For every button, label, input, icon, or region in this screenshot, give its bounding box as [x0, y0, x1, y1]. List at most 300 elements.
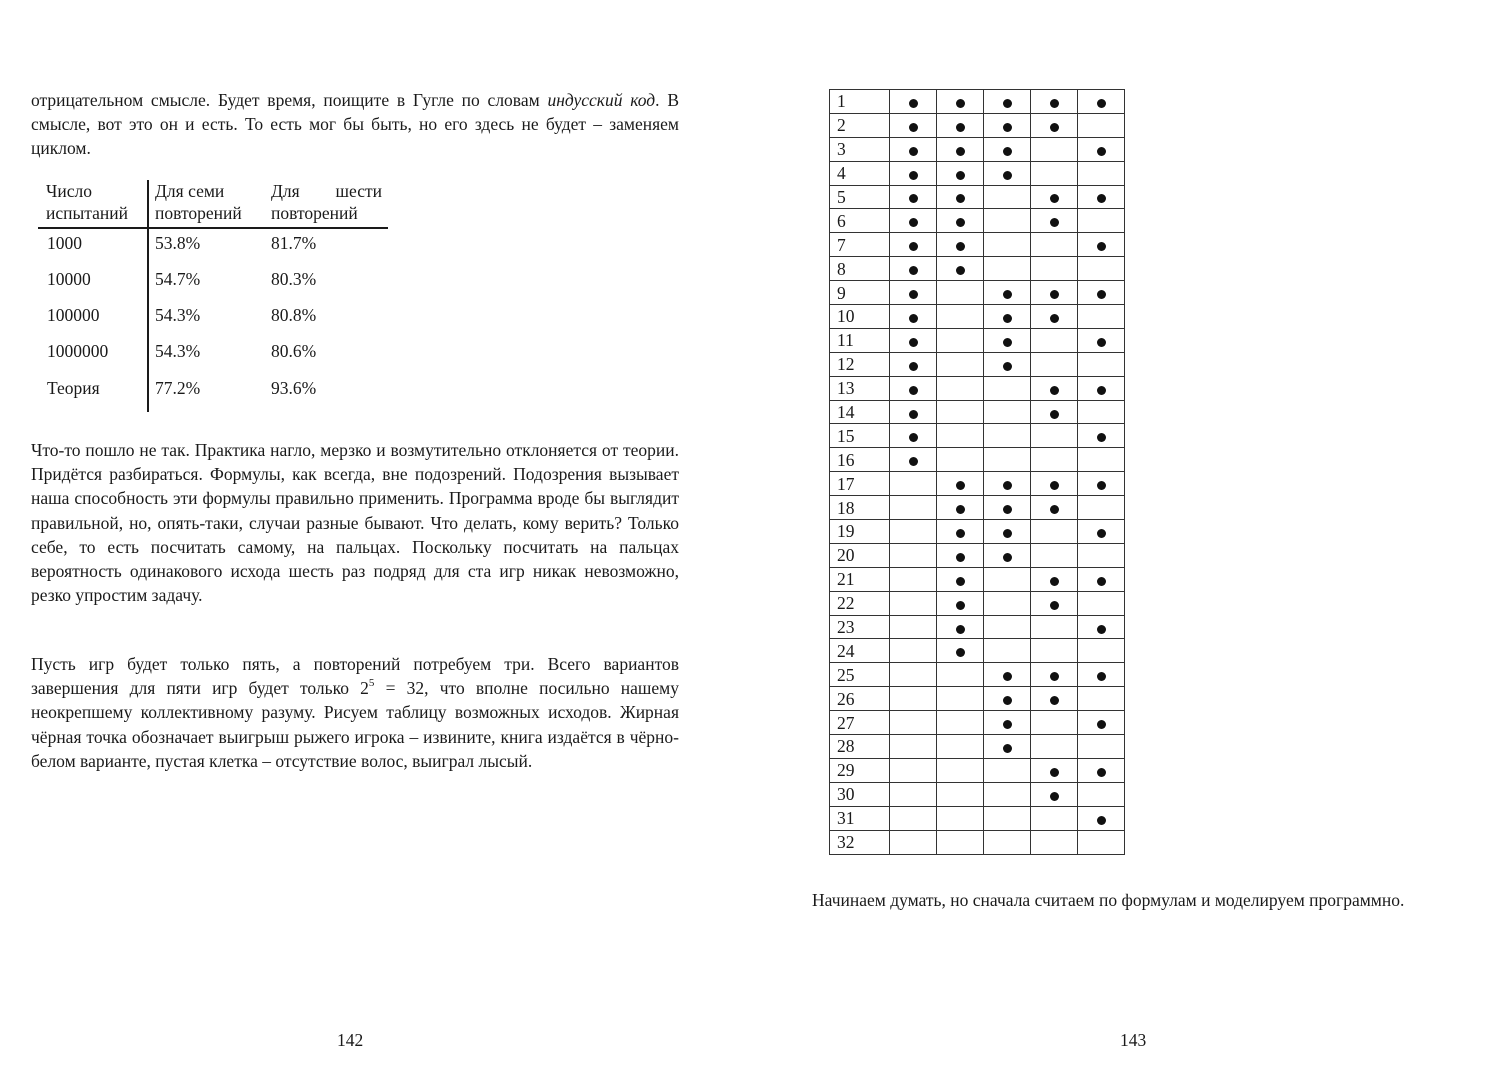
outcome-row — [830, 161, 1125, 185]
outcome-number: 19 — [830, 520, 890, 544]
empty-cell — [984, 376, 1031, 400]
empty-cell — [890, 567, 937, 591]
results-header-trials — [46, 180, 128, 224]
header-line: Для семи — [155, 181, 225, 201]
dot-icon — [909, 123, 918, 132]
seven-repeats-cell: 54.3% — [155, 341, 201, 361]
outcome-number: 24 — [830, 639, 890, 663]
empty-cell — [937, 281, 984, 305]
win-cell — [890, 185, 937, 209]
empty-cell — [984, 830, 1031, 854]
win-cell — [984, 735, 1031, 759]
italic-term: индусский код — [547, 90, 656, 110]
win-cell — [937, 639, 984, 663]
dot-icon — [1097, 194, 1106, 203]
paragraph-text: . В смысле, вот это он и есть. То есть мог бы быть, но его здесь не будет – заменяем циклом. — [31, 90, 679, 159]
outcome-row — [830, 543, 1125, 567]
dot-icon — [1050, 768, 1059, 777]
win-cell — [937, 543, 984, 567]
win-cell — [984, 352, 1031, 376]
win-cell — [1078, 615, 1125, 639]
dot-icon — [1003, 720, 1012, 729]
dot-icon — [1097, 99, 1106, 108]
six-repeats-cell: 80.6% — [271, 341, 317, 361]
outcome-row — [830, 424, 1125, 448]
dot-icon — [1097, 481, 1106, 490]
seven-repeats-cell: 54.7% — [155, 269, 201, 289]
win-cell — [937, 567, 984, 591]
outcome-row — [830, 615, 1125, 639]
win-cell — [984, 161, 1031, 185]
win-cell — [890, 424, 937, 448]
win-cell — [890, 352, 937, 376]
caption-paragraph: Начинаем думать, но сначала считаем по формулам и моделируем программно. — [812, 890, 1405, 910]
page-number-right: 143 — [1120, 1030, 1147, 1050]
empty-cell — [937, 352, 984, 376]
empty-cell — [984, 567, 1031, 591]
outcome-row — [830, 257, 1125, 281]
outcome-number: 13 — [830, 376, 890, 400]
outcome-number: 11 — [830, 328, 890, 352]
outcome-number: 26 — [830, 687, 890, 711]
dot-icon — [956, 194, 965, 203]
dot-icon — [909, 457, 918, 466]
dot-icon — [1003, 147, 1012, 156]
empty-cell — [937, 711, 984, 735]
dot-icon — [1003, 314, 1012, 323]
dot-icon — [909, 194, 918, 203]
empty-cell — [1031, 639, 1078, 663]
outcome-number: 21 — [830, 567, 890, 591]
empty-cell — [984, 257, 1031, 281]
win-cell — [984, 663, 1031, 687]
empty-cell — [984, 615, 1031, 639]
win-cell — [1031, 663, 1078, 687]
win-cell — [890, 328, 937, 352]
empty-cell — [890, 711, 937, 735]
win-cell — [890, 209, 937, 233]
empty-cell — [890, 758, 937, 782]
empty-cell — [984, 758, 1031, 782]
outcome-number: 27 — [830, 711, 890, 735]
win-cell — [1031, 687, 1078, 711]
dot-icon — [909, 290, 918, 299]
outcome-row — [830, 137, 1125, 161]
outcome-row — [830, 687, 1125, 711]
six-repeats-cell: 80.8% — [271, 305, 317, 325]
empty-cell — [1078, 113, 1125, 137]
dot-icon — [1003, 744, 1012, 753]
win-cell — [937, 185, 984, 209]
outcome-row — [830, 567, 1125, 591]
win-cell — [1078, 711, 1125, 735]
outcome-number: 23 — [830, 615, 890, 639]
dot-icon — [1097, 720, 1106, 729]
outcome-number: 17 — [830, 472, 890, 496]
empty-cell — [1078, 161, 1125, 185]
win-cell — [1078, 758, 1125, 782]
page-number-left: 142 — [337, 1030, 364, 1050]
dot-icon — [1097, 625, 1106, 634]
outcome-number: 22 — [830, 591, 890, 615]
results-header-six — [271, 180, 382, 224]
empty-cell — [937, 400, 984, 424]
header-line: Число — [46, 181, 92, 201]
empty-cell — [1031, 137, 1078, 161]
dot-icon — [1097, 338, 1106, 347]
empty-cell — [890, 806, 937, 830]
empty-cell — [890, 663, 937, 687]
empty-cell — [937, 424, 984, 448]
win-cell — [984, 543, 1031, 567]
table-vertical-rule — [147, 180, 149, 412]
win-cell — [937, 161, 984, 185]
paragraph-intro — [31, 88, 679, 161]
win-cell — [984, 281, 1031, 305]
outcome-row — [830, 711, 1125, 735]
dot-icon — [909, 171, 918, 180]
win-cell — [984, 711, 1031, 735]
dot-icon — [1097, 768, 1106, 777]
dot-icon — [1050, 601, 1059, 610]
dot-icon — [1003, 123, 1012, 132]
win-cell — [1031, 209, 1078, 233]
dot-icon — [1097, 672, 1106, 681]
dot-icon — [1050, 792, 1059, 801]
empty-cell — [890, 735, 937, 759]
win-cell — [937, 520, 984, 544]
paragraph-analysis: Что-то пошло не так. Практика нагло, мерзко и возмутительно отклоняется от теории. Придётся разбираться. Формулы, как всегда, вне подозрений. Подозрения вызывает наша способность эти формулы правильно применить. Программа вроде бы выглядит правильной, но, опять-таки, случаи разные бывают. Что делать, кому верить? Только себе, то есть посчитать самому, на пальцах. Поскольку посчитать на пальцах вероятность одинакового исхода шесть раз подряд для ста игр никак невозможно, резко упростим задачу. — [31, 440, 679, 606]
win-cell — [1078, 90, 1125, 114]
dot-icon — [1050, 314, 1059, 323]
empty-cell — [984, 209, 1031, 233]
outcome-number: 28 — [830, 735, 890, 759]
empty-cell — [1078, 639, 1125, 663]
empty-cell — [1078, 543, 1125, 567]
outcome-number: 1 — [830, 90, 890, 114]
empty-cell — [937, 782, 984, 806]
empty-cell — [1031, 806, 1078, 830]
outcome-row — [830, 400, 1125, 424]
win-cell — [937, 496, 984, 520]
dot-icon — [909, 433, 918, 442]
empty-cell — [1078, 209, 1125, 233]
formula-exponent: 5 — [368, 677, 375, 690]
dot-icon — [1050, 672, 1059, 681]
dot-icon — [1097, 290, 1106, 299]
win-cell — [1031, 472, 1078, 496]
paragraph-text: Пусть игр будет только пять, а повторений потребуем три. Всего вариантов завершения для пяти игр будет только — [31, 654, 679, 699]
outcome-row — [830, 352, 1125, 376]
header-line: повторений — [155, 203, 242, 223]
dot-icon — [1003, 481, 1012, 490]
empty-cell — [1031, 352, 1078, 376]
dot-icon — [1003, 529, 1012, 538]
win-cell — [890, 448, 937, 472]
empty-cell — [1031, 328, 1078, 352]
dot-icon — [956, 123, 965, 132]
empty-cell — [890, 687, 937, 711]
win-cell — [1078, 520, 1125, 544]
empty-cell — [984, 591, 1031, 615]
dot-icon — [909, 362, 918, 371]
dot-icon — [1097, 529, 1106, 538]
win-cell — [890, 281, 937, 305]
trials-cell: 1000 — [47, 233, 82, 253]
dot-icon — [1050, 99, 1059, 108]
outcome-number: 6 — [830, 209, 890, 233]
seven-repeats-cell: 53.8% — [155, 233, 201, 253]
empty-cell — [937, 806, 984, 830]
empty-cell — [1031, 257, 1078, 281]
win-cell — [937, 137, 984, 161]
dot-icon — [1003, 171, 1012, 180]
empty-cell — [937, 328, 984, 352]
win-cell — [890, 233, 937, 257]
dot-icon — [1003, 99, 1012, 108]
paragraph-text: отрицательном смысле. Будет время, поищите в Гугле по словам — [31, 90, 548, 110]
dot-icon — [1097, 816, 1106, 825]
win-cell — [984, 687, 1031, 711]
outcome-number: 2 — [830, 113, 890, 137]
win-cell — [937, 209, 984, 233]
outcome-row — [830, 639, 1125, 663]
empty-cell — [984, 806, 1031, 830]
dot-icon — [956, 242, 965, 251]
win-cell — [1031, 281, 1078, 305]
outcome-number: 14 — [830, 400, 890, 424]
dot-icon — [909, 147, 918, 156]
win-cell — [937, 591, 984, 615]
empty-cell — [1078, 735, 1125, 759]
outcome-row — [830, 735, 1125, 759]
empty-cell — [1031, 448, 1078, 472]
dot-icon — [1097, 577, 1106, 586]
win-cell — [984, 113, 1031, 137]
outcome-row — [830, 281, 1125, 305]
six-repeats-cell: 93.6% — [271, 378, 317, 398]
dot-icon — [956, 171, 965, 180]
empty-cell — [1031, 711, 1078, 735]
dot-icon — [1003, 553, 1012, 562]
right-page — [745, 0, 1490, 1080]
win-cell — [890, 137, 937, 161]
outcome-number: 18 — [830, 496, 890, 520]
win-cell — [1031, 113, 1078, 137]
empty-cell — [890, 496, 937, 520]
win-cell — [890, 161, 937, 185]
dot-icon — [909, 99, 918, 108]
empty-cell — [1078, 257, 1125, 281]
dot-icon — [909, 386, 918, 395]
results-header-seven — [155, 180, 242, 224]
win-cell — [890, 400, 937, 424]
dot-icon — [1050, 410, 1059, 419]
win-cell — [1031, 591, 1078, 615]
win-cell — [1078, 376, 1125, 400]
empty-cell — [937, 663, 984, 687]
empty-cell — [890, 830, 937, 854]
outcome-number: 16 — [830, 448, 890, 472]
six-repeats-cell: 80.3% — [271, 269, 317, 289]
dot-icon — [956, 505, 965, 514]
header-line: испытаний — [46, 203, 128, 223]
empty-cell — [1078, 496, 1125, 520]
outcome-number: 20 — [830, 543, 890, 567]
win-cell — [1031, 400, 1078, 424]
dot-icon — [1097, 147, 1106, 156]
outcome-number: 30 — [830, 782, 890, 806]
dot-icon — [1003, 362, 1012, 371]
win-cell — [1078, 806, 1125, 830]
win-cell — [890, 376, 937, 400]
outcome-number: 31 — [830, 806, 890, 830]
empty-cell — [984, 400, 1031, 424]
dot-icon — [909, 266, 918, 275]
outcome-number: 12 — [830, 352, 890, 376]
empty-cell — [890, 615, 937, 639]
dot-icon — [1050, 194, 1059, 203]
outcome-row — [830, 185, 1125, 209]
win-cell — [984, 305, 1031, 329]
win-cell — [890, 257, 937, 281]
empty-cell — [984, 639, 1031, 663]
empty-cell — [984, 424, 1031, 448]
empty-cell — [937, 758, 984, 782]
dot-icon — [909, 218, 918, 227]
dot-icon — [956, 553, 965, 562]
empty-cell — [1031, 615, 1078, 639]
empty-cell — [937, 687, 984, 711]
empty-cell — [1031, 520, 1078, 544]
empty-cell — [1031, 830, 1078, 854]
dot-icon — [909, 338, 918, 347]
outcome-number: 8 — [830, 257, 890, 281]
win-cell — [1078, 328, 1125, 352]
win-cell — [937, 257, 984, 281]
win-cell — [1078, 663, 1125, 687]
dot-icon — [956, 481, 965, 490]
empty-cell — [937, 376, 984, 400]
paragraph-simplification — [31, 652, 679, 773]
dot-icon — [1050, 577, 1059, 586]
empty-cell — [1078, 305, 1125, 329]
win-cell — [937, 615, 984, 639]
empty-cell — [1078, 352, 1125, 376]
outcome-row — [830, 496, 1125, 520]
dot-icon — [1050, 386, 1059, 395]
win-cell — [890, 305, 937, 329]
formula-result: = 32 — [374, 678, 425, 699]
dot-icon — [1050, 481, 1059, 490]
dot-icon — [956, 99, 965, 108]
win-cell — [1031, 185, 1078, 209]
outcome-row — [830, 472, 1125, 496]
win-cell — [1078, 424, 1125, 448]
trials-cell: 1000000 — [47, 341, 109, 361]
dot-icon — [909, 410, 918, 419]
empty-cell — [937, 830, 984, 854]
win-cell — [1031, 90, 1078, 114]
dot-icon — [1050, 218, 1059, 227]
outcome-row — [830, 782, 1125, 806]
dot-icon — [1050, 290, 1059, 299]
outcome-number: 25 — [830, 663, 890, 687]
outcome-row — [830, 663, 1125, 687]
table-horizontal-rule — [38, 227, 388, 229]
empty-cell — [937, 735, 984, 759]
dot-icon — [956, 529, 965, 538]
empty-cell — [1078, 782, 1125, 806]
win-cell — [1031, 782, 1078, 806]
outcome-row — [830, 209, 1125, 233]
outcome-number: 29 — [830, 758, 890, 782]
trials-cell: 10000 — [47, 269, 91, 289]
empty-cell — [890, 639, 937, 663]
dot-icon — [1097, 242, 1106, 251]
dot-icon — [1050, 696, 1059, 705]
outcome-row — [830, 758, 1125, 782]
win-cell — [984, 496, 1031, 520]
outcome-row — [830, 806, 1125, 830]
outcome-number: 32 — [830, 830, 890, 854]
empty-cell — [1031, 543, 1078, 567]
outcome-number: 10 — [830, 305, 890, 329]
win-cell — [937, 472, 984, 496]
win-cell — [984, 90, 1031, 114]
win-cell — [1031, 567, 1078, 591]
outcome-number: 3 — [830, 137, 890, 161]
seven-repeats-cell: 54.3% — [155, 305, 201, 325]
empty-cell — [890, 472, 937, 496]
outcome-row — [830, 328, 1125, 352]
empty-cell — [984, 185, 1031, 209]
dot-icon — [956, 625, 965, 634]
win-cell — [984, 472, 1031, 496]
outcome-row — [830, 591, 1125, 615]
win-cell — [1078, 567, 1125, 591]
dot-icon — [956, 218, 965, 227]
win-cell — [1078, 472, 1125, 496]
dot-icon — [909, 242, 918, 251]
dot-icon — [1003, 505, 1012, 514]
outcome-row — [830, 376, 1125, 400]
empty-cell — [1031, 233, 1078, 257]
outcome-number: 5 — [830, 185, 890, 209]
empty-cell — [1031, 161, 1078, 185]
empty-cell — [937, 305, 984, 329]
empty-cell — [1078, 448, 1125, 472]
dot-icon — [1050, 123, 1059, 132]
win-cell — [1078, 233, 1125, 257]
outcome-table-body — [830, 90, 1125, 855]
empty-cell — [1078, 400, 1125, 424]
win-cell — [1078, 185, 1125, 209]
empty-cell — [890, 520, 937, 544]
dot-icon — [1097, 433, 1106, 442]
win-cell — [1031, 376, 1078, 400]
outcome-row — [830, 520, 1125, 544]
outcome-table — [829, 89, 1125, 855]
empty-cell — [984, 233, 1031, 257]
win-cell — [984, 520, 1031, 544]
win-cell — [1078, 137, 1125, 161]
dot-icon — [909, 314, 918, 323]
win-cell — [984, 328, 1031, 352]
outcome-row — [830, 233, 1125, 257]
header-word: Для — [271, 181, 300, 201]
outcome-row — [830, 305, 1125, 329]
